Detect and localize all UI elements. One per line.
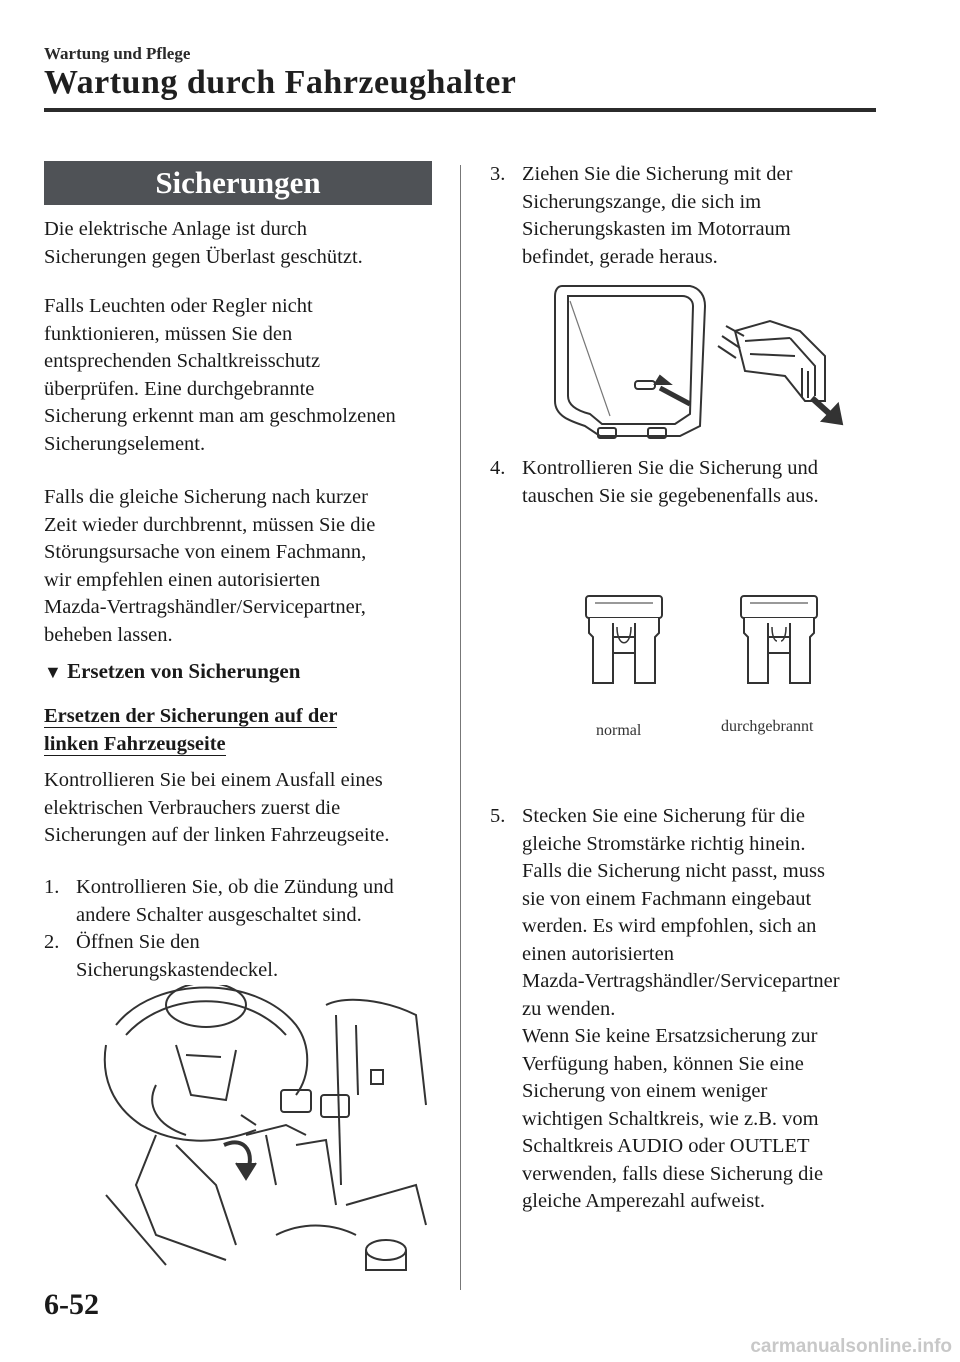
fuse-label-normal: normal: [596, 722, 642, 739]
sub-heading-line: Ersetzen der Sicherungen auf der: [44, 705, 338, 727]
fuse-label-blown: durchgebrannt: [721, 718, 814, 735]
page-title: Wartung durch Fahrzeughalter: [44, 64, 517, 101]
text-line: verwenden, falls diese Sicherung die: [522, 1162, 824, 1185]
check-paragraph: [44, 293, 454, 458]
step-number: 3.: [490, 163, 506, 185]
text-line: Sicherungskastendeckel.: [76, 958, 279, 981]
step-2: [44, 929, 454, 984]
step-5: [490, 803, 910, 1216]
normal-fuse-icon: [583, 593, 665, 689]
text-line: funktionieren, müssen Sie den: [44, 322, 293, 345]
text-line: Sicherungen auf der linken Fahrzeugseite.: [44, 824, 390, 846]
text-line: Sicherungen gegen Überlast geschützt.: [44, 245, 363, 268]
section-label: Wartung und Pflege: [44, 44, 191, 63]
text-line: zu wenden.: [522, 997, 616, 1020]
sub-heading-line: linken Fahrzeugseite: [44, 732, 226, 755]
step-number: 1.: [44, 876, 60, 898]
text-line: Sicherungszange, die sich im: [522, 190, 762, 213]
text-line: einen autorisierten: [522, 942, 674, 965]
text-line: Kontrollieren Sie, ob die Zündung und: [76, 876, 394, 898]
text-line: Kontrollieren Sie die Sicherung und: [522, 457, 819, 479]
step-1: [44, 874, 454, 929]
text-line: Störungsursache von einem Fachmann,: [44, 541, 367, 563]
step-4: [490, 455, 890, 510]
text-line: werden. Es wird empfohlen, sich an: [522, 915, 817, 937]
text-line: Zeit wieder durchbrennt, müssen Sie die: [44, 513, 376, 536]
text-line: Kontrollieren Sie bei einem Ausfall eines: [44, 769, 383, 791]
title-divider: [44, 108, 876, 112]
text-line: Sicherung erkennt man am geschmolzenen: [44, 405, 396, 427]
section-heading: [44, 659, 300, 684]
text-line: Falls die Sicherung nicht passt, muss: [522, 860, 825, 882]
left-side-paragraph: [44, 767, 454, 850]
blown-fuse-icon: [738, 593, 820, 689]
fuse-box-cover-illustration: [96, 985, 436, 1280]
sub-heading: [44, 703, 337, 758]
heading-text: Ersetzen von Sicherungen: [67, 659, 301, 683]
text-line: gleiche Stromstärke richtig hinein.: [522, 832, 806, 855]
text-line: Falls Leuchten oder Regler nicht: [44, 295, 313, 317]
text-line: Sicherung von einem weniger: [522, 1080, 768, 1102]
text-line: Sicherungselement.: [44, 432, 206, 455]
text-line: wir empfehlen einen autorisierten: [44, 568, 321, 591]
text-line: sie von einem Fachmann eingebaut: [522, 887, 812, 910]
text-line: tauschen Sie sie gegebenenfalls aus.: [522, 484, 819, 507]
warning-paragraph: [44, 484, 454, 649]
page-number: 6-52: [44, 1288, 99, 1321]
triangle-marker-icon: ▼: [44, 662, 62, 682]
text-line: Stecken Sie eine Sicherung für die: [522, 805, 805, 827]
text-line: Schaltkreis AUDIO oder OUTLET: [522, 1135, 810, 1157]
text-line: Die elektrische Anlage ist durch: [44, 218, 307, 240]
text-line: befindet, gerade heraus.: [522, 245, 718, 268]
step-3: [490, 161, 890, 271]
step-number: 4.: [490, 457, 506, 479]
step-number: 5.: [490, 805, 506, 827]
text-line: gleiche Amperezahl aufweist.: [522, 1190, 766, 1212]
text-line: Mazda-Vertragshändler/Servicepartner,: [44, 596, 366, 618]
step-number: 2.: [44, 931, 60, 953]
text-line: Falls die gleiche Sicherung nach kurzer: [44, 486, 368, 508]
text-line: beheben lassen.: [44, 623, 173, 646]
text-line: Mazda-Vertragshändler/Servicepartner: [522, 970, 840, 992]
text-line: elektrischen Verbrauchers zuerst die: [44, 796, 341, 819]
text-line: andere Schalter ausgeschaltet sind.: [76, 903, 362, 926]
intro-paragraph: [44, 216, 454, 271]
text-line: Ziehen Sie die Sicherung mit der: [522, 163, 793, 185]
text-line: überprüfen. Eine durchgebrannte: [44, 377, 315, 400]
watermark: carmanualsonline.info: [750, 1336, 952, 1357]
fuse-puller-illustration: [550, 276, 860, 446]
text-line: entsprechenden Schaltkreisschutz: [44, 350, 321, 372]
text-line: Wenn Sie keine Ersatzsicherung zur: [522, 1025, 818, 1047]
text-line: Öffnen Sie den: [76, 931, 200, 953]
text-line: Sicherungskasten im Motorraum: [522, 218, 791, 240]
text-line: Verfügung haben, können Sie eine: [522, 1052, 804, 1075]
text-line: wichtigen Schaltkreis, wie z.B. vom: [522, 1107, 819, 1130]
column-divider: [460, 165, 461, 1290]
section-banner: Sicherungen: [44, 161, 432, 205]
